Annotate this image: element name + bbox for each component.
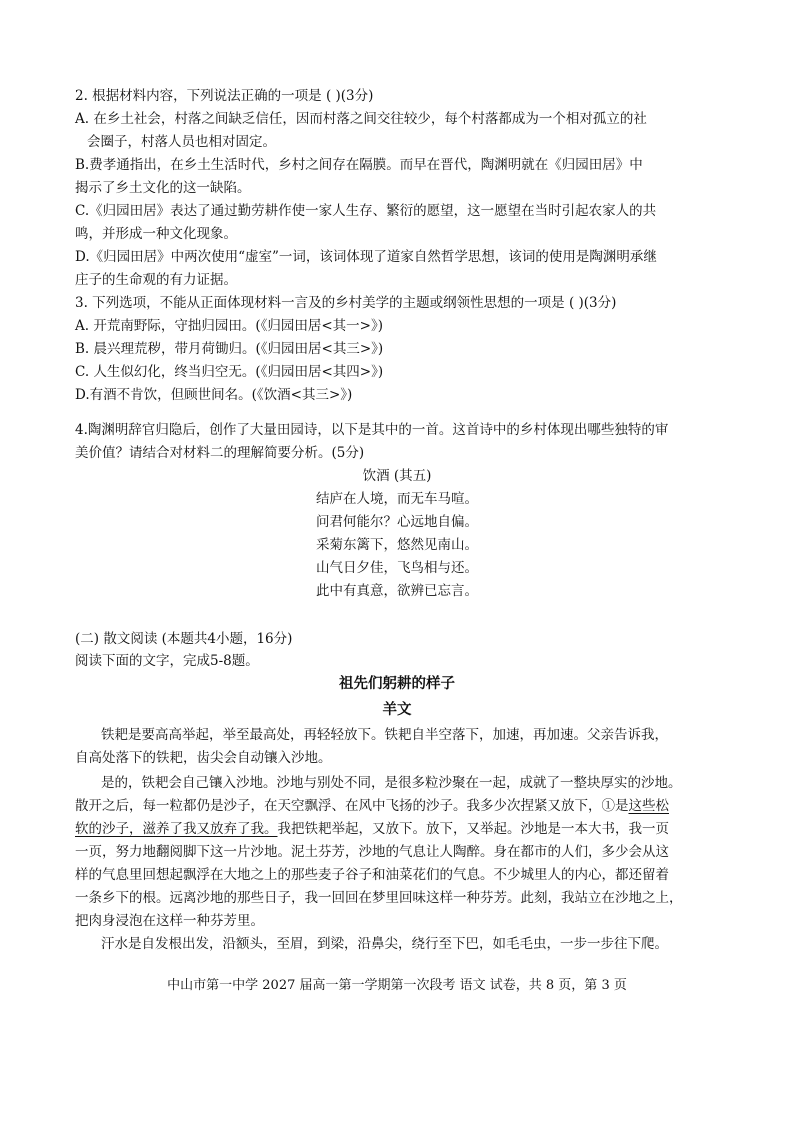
q2-option-d: D.《归园田居》中两次使用“虚室”一词，该词体现了道家自然哲学思想，该词的使用是陶渊明承继 (75, 249, 657, 265)
paragraph-line: 样的气息里回想起飘浮在大地之上的那些麦子谷子和油菜花们的气息。不少城里人的内心，都还留着 (75, 867, 669, 883)
poem-line: 结庐在人境，而无车马喧。 (316, 491, 478, 507)
section-heading: (二) 散文阅读 (本题共4小题，16分) (75, 631, 293, 647)
q2-option-c-cont: 鸣，并形成一种文化现象。 (75, 226, 237, 242)
q2-option-d-cont: 庄子的生命观的有力证据。 (75, 272, 237, 288)
poem-title: 饮酒 (其五) (362, 468, 432, 484)
q2-option-c: C.《归园田居》表达了通过勤劳耕作使一家人生存、繁衍的愿望，这一愿望在当时引起农家人的共 (75, 203, 657, 219)
q3-option-b: B. 晨兴理荒秽，带月荷锄归。(《归园田居<其三>》) (75, 341, 384, 357)
q2-option-a: A. 在乡土社会，村落之间缺乏信任，因而村落之间交往较少，每个村落都成为一个相对孤立的社 (75, 111, 647, 127)
paragraph-line (75, 797, 669, 815)
essay-author: 羊文 (382, 701, 412, 718)
paragraph-text: 散开之后，每一粒都仍是沙子，在天空飘浮、在风中飞扬的沙子。我多少次捏紧又放下，①是 (75, 798, 629, 814)
essay-title: 祖先们躬耕的样子 (339, 675, 455, 692)
poem-line: 采菊东篱下，悠然见南山。 (316, 537, 478, 553)
q3-option-d: D.有酒不肯饮，但顾世间名。(《饮酒<其三>》) (75, 387, 353, 403)
underlined-sentence: 这些松 (628, 798, 669, 814)
q4-stem: 4.陶渊明辞官归隐后，创作了大量田园诗，以下是其中的一首。这首诗中的乡村体现出哪些独特的审 (75, 422, 669, 438)
paragraph-line: 一页，努力地翻阅脚下这一片沙地。泥土芬芳，沙地的气息让人陶醉。身在都市的人们，多少会从这 (75, 844, 669, 860)
q2-option-b: B.费孝通指出，在乡土生活时代，乡村之间存在隔膜。而早在晋代，陶渊明就在《归园田居》中 (75, 157, 643, 173)
q4-stem-cont: 美价值？请结合对材料二的理解简要分析。(5分) (75, 445, 365, 461)
paragraph-line: 铁耙是要高高举起，举至最高处，再轻轻放下。铁耙自半空落下，加速，再加速。父亲告诉我， (101, 727, 668, 743)
poem-line: 问君何能尔？心远地自偏。 (316, 514, 478, 530)
poem-line: 山气日夕佳，飞鸟相与还。 (316, 560, 478, 576)
paragraph-line: 是的，铁耙会自己镶入沙地。沙地与别处不同，是很多粒沙聚在一起，成就了一整块厚实的沙地。 (101, 775, 682, 791)
page-footer: 中山市第一中学 2027 届高一第一学期第一次段考 语文 试卷，共 8 页，第 3 页 (167, 978, 627, 993)
q2-option-b-cont: 揭示了乡土文化的这一缺陷。 (75, 180, 251, 196)
underlined-sentence: 软的沙子，滋养了我又放弃了我。 (75, 821, 278, 837)
q2-option-a-cont: 会圈子，村落人员也相对固定。 (87, 134, 276, 150)
paragraph-line: 自高处落下的铁耙，齿尖会自动镶入沙地。 (75, 750, 332, 766)
paragraph-line: 把肉身浸泡在这样一种芬芳里。 (75, 913, 264, 929)
paragraph-line (75, 820, 669, 838)
poem-line: 此中有真意，欲辨已忘言。 (316, 583, 478, 599)
section-instruction: 阅读下面的文字，完成5-8题。 (75, 653, 259, 669)
q3-option-a: A. 开荒南野际，守拙归园田。(《归园田居<其一>》) (75, 318, 383, 334)
paragraph-line: 一条乡下的根。远离沙地的那些日子，我一回回在梦里回味这样一种芬芳。此刻，我站立在沙地之上， (75, 890, 683, 906)
q3-stem: 3. 下列选项，不能从正面体现材料一言及的乡村美学的主题或纲领性思想的一项是 ( )(3分) (75, 295, 617, 311)
q3-option-c: C. 人生似幻化，终当归空无。(《归园田居<其四>》) (75, 364, 384, 380)
paragraph-line: 汗水是自发根出发，沿额头，至眉，到梁，沿鼻尖，绕行至下巴，如毛毛虫，一步一步往下爬。 (101, 936, 668, 952)
q2-stem: 2. 根据材料内容，下列说法正确的一项是 ( )(3分) (75, 88, 374, 104)
paragraph-text: 我把铁耙举起，又放下。放下，又举起。沙地是一本大书，我一页 (277, 821, 669, 837)
